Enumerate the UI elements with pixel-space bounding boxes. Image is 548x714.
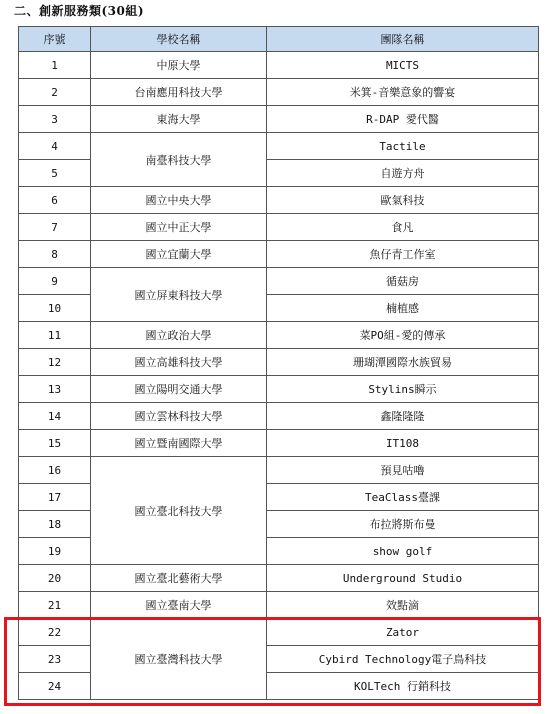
school-name: 國立中央大學: [91, 187, 267, 214]
school-name: 國立臺灣科技大學: [91, 619, 267, 700]
row-number: 23: [19, 646, 91, 673]
school-name: 東海大學: [91, 106, 267, 133]
team-name: 魚仔青工作室: [267, 241, 539, 268]
team-name: IT108: [267, 430, 539, 457]
row-number: 10: [19, 295, 91, 322]
table-row: [19, 241, 539, 268]
team-name: KOLTech 行銷科技: [267, 673, 539, 700]
row-number: 8: [19, 241, 91, 268]
school-name: 國立陽明交通大學: [91, 376, 267, 403]
team-name: Tactile: [267, 133, 539, 160]
team-name: Stylins瞬示: [267, 376, 539, 403]
school-name: 國立宜蘭大學: [91, 241, 267, 268]
table-row: [19, 79, 539, 106]
row-number: 15: [19, 430, 91, 457]
row-number: 7: [19, 214, 91, 241]
school-name: 國立高雄科技大學: [91, 349, 267, 376]
row-number: 12: [19, 349, 91, 376]
school-name: 國立臺南大學: [91, 592, 267, 619]
award-table: [18, 26, 539, 700]
column-header-team: 團隊名稱: [267, 27, 539, 52]
row-number: 22: [19, 619, 91, 646]
school-name: 國立臺北藝術大學: [91, 565, 267, 592]
team-name: 效點滴: [267, 592, 539, 619]
school-name: 台南應用科技大學: [91, 79, 267, 106]
row-number: 9: [19, 268, 91, 295]
table-row: [19, 430, 539, 457]
row-number: 4: [19, 133, 91, 160]
table-row: [19, 457, 539, 484]
table-row: [19, 214, 539, 241]
table-row: [19, 565, 539, 592]
team-name: 菜PO組-愛的傳承: [267, 322, 539, 349]
team-name: Underground Studio: [267, 565, 539, 592]
table-row: [19, 322, 539, 349]
team-name: 珊瑚潭國際水族貿易: [267, 349, 539, 376]
table-row: [19, 349, 539, 376]
row-number: 1: [19, 52, 91, 79]
row-number: 3: [19, 106, 91, 133]
team-name: 預見咕嚕: [267, 457, 539, 484]
team-name: 循菇房: [267, 268, 539, 295]
column-header-school: 學校名稱: [91, 27, 267, 52]
team-name: Zator: [267, 619, 539, 646]
school-name: 國立政治大學: [91, 322, 267, 349]
section-heading: 二、創新服務類(30組): [14, 4, 145, 18]
row-number: 5: [19, 160, 91, 187]
row-number: 2: [19, 79, 91, 106]
row-number: 11: [19, 322, 91, 349]
table-row: [19, 133, 539, 160]
team-name: MICTS: [267, 52, 539, 79]
team-name: Cybird Technology電子鳥科技: [267, 646, 539, 673]
school-name: 國立雲林科技大學: [91, 403, 267, 430]
row-number: 21: [19, 592, 91, 619]
table-row: [19, 376, 539, 403]
row-number: 13: [19, 376, 91, 403]
team-name: 自遊方舟: [267, 160, 539, 187]
school-name: 國立暨南國際大學: [91, 430, 267, 457]
row-number: 14: [19, 403, 91, 430]
team-name: 米箕-音樂意象的響宴: [267, 79, 539, 106]
row-number: 18: [19, 511, 91, 538]
table-header-row: [19, 27, 539, 52]
table-row: [19, 619, 539, 646]
table-row: [19, 592, 539, 619]
table-row: [19, 106, 539, 133]
team-name: 楠植感: [267, 295, 539, 322]
table-row: [19, 268, 539, 295]
team-name: 鑫隆隆隆: [267, 403, 539, 430]
table-row: [19, 187, 539, 214]
school-name: 國立中正大學: [91, 214, 267, 241]
row-number: 20: [19, 565, 91, 592]
row-number: 17: [19, 484, 91, 511]
team-name: 歐氣科技: [267, 187, 539, 214]
row-number: 24: [19, 673, 91, 700]
column-header-number: 序號: [19, 27, 91, 52]
row-number: 6: [19, 187, 91, 214]
school-name: 國立屏東科技大學: [91, 268, 267, 322]
school-name: 南臺科技大學: [91, 133, 267, 187]
row-number: 19: [19, 538, 91, 565]
school-name: 國立臺北科技大學: [91, 457, 267, 565]
team-name: show golf: [267, 538, 539, 565]
team-name: 食凡: [267, 214, 539, 241]
team-name: 布拉將斯布曼: [267, 511, 539, 538]
school-name: 中原大學: [91, 52, 267, 79]
team-name: TeaClass臺課: [267, 484, 539, 511]
team-name: R-DAP 愛代醫: [267, 106, 539, 133]
row-number: 16: [19, 457, 91, 484]
table-row: [19, 403, 539, 430]
table-row: [19, 52, 539, 79]
